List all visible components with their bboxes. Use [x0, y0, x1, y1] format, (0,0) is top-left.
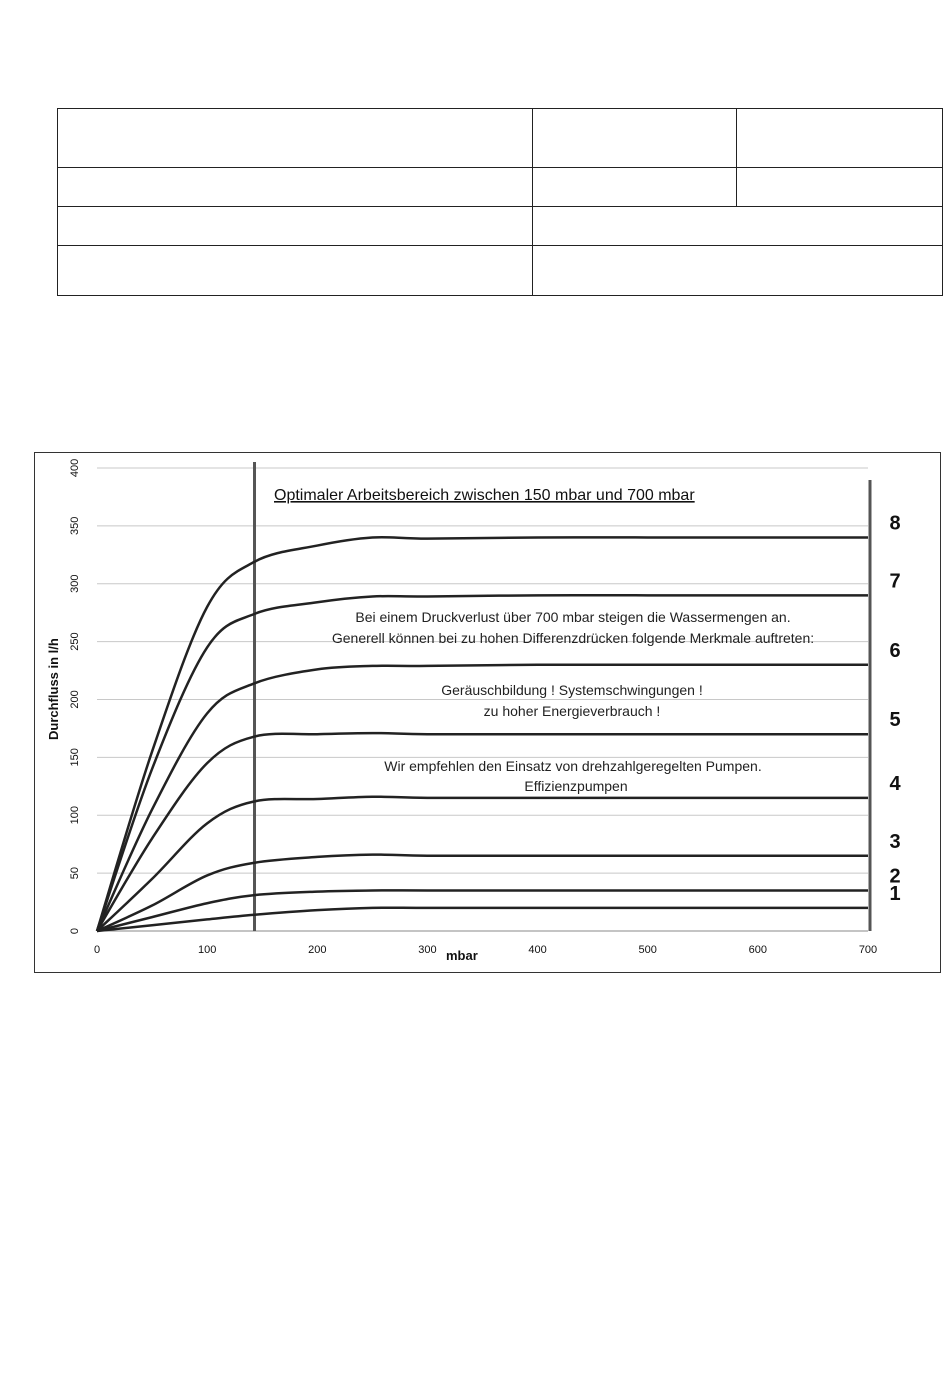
series-line-2 — [97, 890, 868, 931]
series-lines — [97, 537, 868, 931]
x-tick-label: 400 — [528, 944, 547, 956]
x-tick-label: 0 — [93, 944, 101, 956]
annotation-line-6: Effizienzpumpen — [524, 778, 628, 794]
series-labels — [889, 512, 901, 904]
x-tick-label: 700 — [858, 944, 878, 956]
annotation-line-5: Wir empfehlen den Einsatz von drehzahlgeregelten Pumpen. — [384, 758, 762, 774]
y-tick-label: 150 — [69, 748, 81, 767]
y-tick-label: 100 — [69, 806, 81, 825]
annotation-line-1: Bei einem Druckverlust über 700 mbar steigen die Wassermengen an. — [355, 609, 791, 625]
x-tick-labels — [94, 944, 877, 956]
y-tick-label: 250 — [69, 632, 81, 651]
x-tick-label: 100 — [197, 944, 217, 956]
y-axis-label: Durchfluss in l/h — [46, 638, 61, 740]
x-tick-label: 600 — [748, 944, 768, 956]
annotation-line-2: Generell können bei zu hohen Differenzdrücken folgende Merkmale auftreten: — [331, 630, 815, 646]
annotation-line-3: Geräuschbildung ! Systemschwingungen ! — [441, 682, 703, 698]
y-tick-label: 350 — [69, 516, 81, 536]
series-label-1: 1 — [889, 882, 901, 905]
y-tick-label: 400 — [69, 458, 81, 478]
series-line-1 — [97, 908, 868, 931]
y-tick-label: 50 — [69, 867, 81, 880]
x-tick-label: 500 — [638, 944, 657, 956]
series-label-7: 7 — [889, 570, 901, 593]
x-tick-label: 200 — [308, 944, 327, 956]
series-label-3: 3 — [889, 830, 901, 853]
series-label-6: 6 — [889, 639, 901, 662]
y-tick-label: 300 — [69, 574, 81, 593]
chart-title: Optimaler Arbeitsbereich zwischen 150 mbar und 700 mbar — [274, 487, 695, 504]
series-label-5: 5 — [889, 709, 901, 732]
series-label-4: 4 — [889, 772, 901, 795]
series-label-8: 8 — [889, 512, 901, 535]
y-tick-label: 0 — [69, 927, 81, 935]
y-tick-labels — [69, 459, 81, 934]
x-tick-label: 300 — [418, 944, 437, 956]
y-tick-label: 200 — [69, 690, 81, 709]
series-line-4 — [97, 797, 868, 931]
x-axis-label: mbar — [446, 948, 478, 963]
annotation-line-4: zu hoher Energieverbrauch ! — [483, 703, 661, 719]
series-label-2: 2 — [889, 865, 901, 888]
